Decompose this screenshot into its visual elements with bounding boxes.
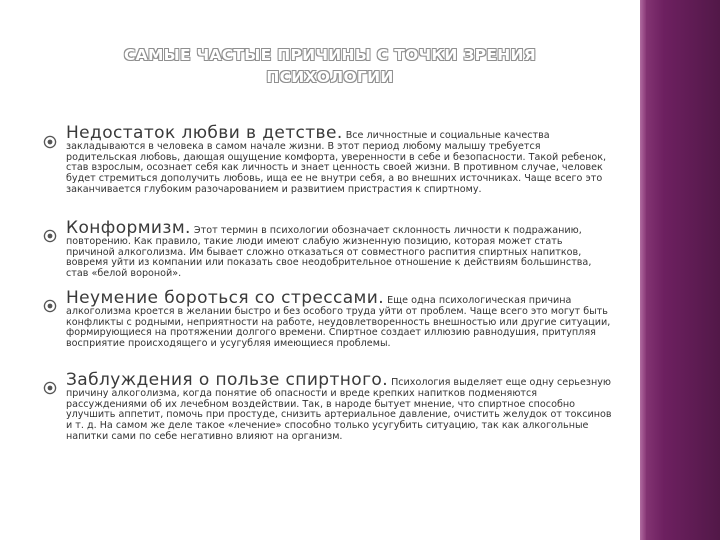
decorative-sidebar (640, 0, 720, 540)
list-item-text (66, 288, 614, 350)
list-item-body: Этот термин в психологии обозначает склонность личности к подражанию, повторению. Как правило, такие люди имеют слабую жизненную позицию, которая может стать причиной алкоголизма. Им бывает сложно отказаться от совместного распития спиртных напитков, вовремя уйти из компании или показать свое неодобрительное отношение к действиям большинства, став «белой вороной». (66, 225, 592, 280)
list-item-heading: Неумение бороться со стрессами. (66, 288, 385, 308)
list-item-text (66, 123, 614, 196)
slide-title (70, 44, 590, 88)
list-item-body: Еще одна психологическая причина алкоголизма кроется в желании быстро и без особого труда уйти от проблем. Чаще всего это могут быть конфликты с родными, неприятности на работе, неудовлетворенность внешностью или другие ситуации, формирующиеся на протяжении долгого времени. Спиртное создает иллюзию равнодушия, притупляя восприятие происходящего и усугубляя имеющиеся проблемы. (66, 295, 611, 350)
list-item-heading: Недостаток любви в детстве. (66, 123, 343, 143)
list-item-text (66, 218, 614, 280)
list-item-text (66, 370, 614, 443)
list-item-body: Все личностные и социальные качества закладываются в человека в самом начале жизни. В этот период любому малышу требуется родительская любовь, дающая ощущение комфорта, уверенности в себе и безопасности. Такой ребенок, став взрослым, осознает себя как личность и знает ценность своей жизни. В противном случае, человек будет стремиться дополучить любовь, ища ее не внутри себя, а во внешних источниках. Чаще всего это заканчивается глубоким разочарованием и развитием пристрастия к спиртному. (66, 130, 607, 195)
circled-dot-bullet-icon (43, 381, 57, 395)
slide-title-line-2: ПСИХОЛОГИИ (266, 68, 394, 86)
list-item-heading: Заблуждения о пользе спиртного. (66, 370, 389, 390)
sidebar-edge (640, 0, 646, 540)
list-item-heading: Конформизм. (66, 218, 191, 238)
circled-dot-bullet-icon (43, 299, 57, 313)
slide-title-line-1: САМЫЕ ЧАСТЫЕ ПРИЧИНЫ С ТОЧКИ ЗРЕНИЯ (123, 46, 536, 64)
circled-dot-bullet-icon (43, 229, 57, 243)
circled-dot-bullet-icon (43, 135, 57, 149)
list-item-body: Психология выделяет еще одну серьезную причину алкоголизма, когда понятие об опасности и вреде крепких напитков подменяются рассуждениями об их лечебном воздействии. Так, в народе бытует мнение, что спиртное способно улучшить аппетит, помочь при простуде, снизить артериальное давление, очистить желудок от токсинов и т. д. На самом же деле такое «лечение» способно только усугубить ситуацию, так как алкогольные напитки сами по себе негативно влияют на организм. (66, 377, 612, 442)
